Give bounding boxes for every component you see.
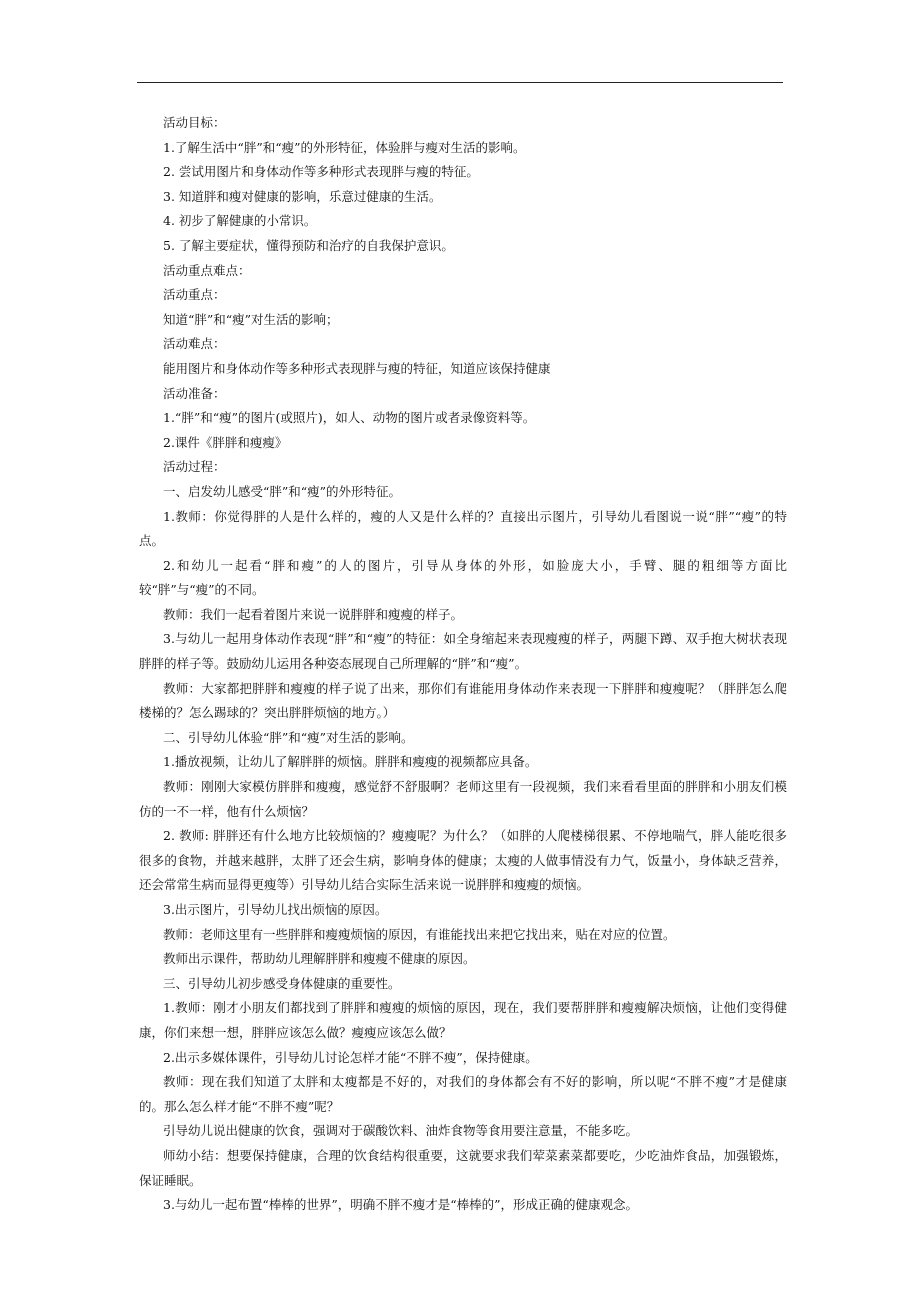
section-3-summary: 师幼小结：想要保持健康，合理的饮食结构很重要，这就要求我们荤菜素菜都要吃，少吃油炸食品，加强锻炼，保证睡眠。 xyxy=(139,1147,787,1188)
section-3-step-1: 1.教师：刚才小朋友们都找到了胖胖和瘦瘦的烦恼的原因，现在，我们要帮胖胖和瘦瘦解决烦恼，让他们变得健康，你们来想一想，胖胖应该怎么做？瘦瘦应该怎么做？ xyxy=(139,1000,787,1040)
section-1-step-3: 3.与幼儿一起用身体动作表现“胖”和“瘦”的特征：如全身缩起来表现瘦瘦的样子，两腿下蹲、双手抱大树状表现胖胖的样子等。鼓励幼儿运用各种姿态展现自己所理解的“胖”和“瘦”。 xyxy=(139,631,787,672)
heading-process: 活动过程： xyxy=(163,459,226,475)
section-3-guide: 引导幼儿说出健康的饮食，强调对于碳酸饮料、油炸食物等食用要注意量，不能多吃。 xyxy=(163,1123,639,1139)
heading-objectives: 活动目标： xyxy=(163,115,226,130)
objective-5: 5. 了解主要症状，懂得预防和治疗的自我保护意识。 xyxy=(163,237,454,253)
objective-1: 1.了解生活中“胖”和“瘦”的外形特征，体验胖与瘦对生活的影响。 xyxy=(163,139,526,155)
heading-focus: 活动重点： xyxy=(163,287,226,303)
preparation-1: 1.“胖”和“瘦”的图片(或照片)，如人、动物的图片或者录像资料等。 xyxy=(163,410,536,426)
section-2-step-1: 1.播放视频，让幼儿了解胖胖的烦恼。胖胖和瘦瘦的视频都应具备。 xyxy=(163,754,538,770)
section-2-teacher-1: 教师：刚刚大家模仿胖胖和瘦瘦，感觉舒不舒服啊？老师这里有一段视频，我们来看看里面的胖胖和小朋友们模仿的一不一样，他有什么烦恼？ xyxy=(139,779,787,819)
section-3-title: 三、引导幼儿初步感受身体健康的重要性。 xyxy=(163,975,401,991)
header-rule xyxy=(137,82,783,83)
focus-text: 知道“胖”和“瘦”对生活的影响； xyxy=(163,311,339,327)
section-1-teacher-1: 教师：我们一起看着图片来说一说胖胖和瘦瘦的样子。 xyxy=(163,606,464,622)
objective-2: 2. 尝试用图片和身体动作等多种形式表现胖与瘦的特征。 xyxy=(163,164,479,180)
section-3-step-3: 3.与幼儿一起布置“棒棒的世界”，明确不胖不瘦才是“棒棒的”，形成正确的健康观念。 xyxy=(163,1197,638,1213)
document-body xyxy=(139,111,787,1218)
preparation-2: 2.课件《胖胖和瘦瘦》 xyxy=(163,434,288,450)
section-3-step-2: 2.出示多媒体课件，引导幼儿讨论怎样才能“不胖不瘦”，保持健康。 xyxy=(163,1049,538,1065)
section-1-step-1: 1.教师：你觉得胖的人是什么样的，瘦的人又是什么样的？直接出示图片，引导幼儿看图说一说“胖”“瘦”的特点。 xyxy=(139,508,787,549)
heading-key-points: 活动重点难点： xyxy=(163,262,251,278)
section-1-title: 一、启发幼儿感受“胖”和“瘦”的外形特征。 xyxy=(163,483,402,499)
objective-4: 4. 初步了解健康的小常识。 xyxy=(163,213,317,229)
difficulty-text: 能用图片和身体动作等多种形式表现胖与瘦的特征，知道应该保持健康 xyxy=(163,360,551,376)
heading-difficulty: 活动难点： xyxy=(163,336,226,352)
section-1-teacher-2: 教师：大家都把胖胖和瘦瘦的样子说了出来，那你们有谁能用身体动作来表现一下胖胖和瘦瘦呢？（胖胖怎么爬楼梯的？怎么踢球的？突出胖胖烦恼的地方。） xyxy=(139,680,787,721)
section-3-teacher-1: 教师：现在我们知道了太胖和太瘦都是不好的，对我们的身体都会有不好的影响，所以呢“不胖不瘦”才是健康的。那么怎么样才能“不胖不瘦”呢？ xyxy=(139,1074,787,1114)
section-2-title: 二、引导幼儿体验“胖”和“瘦”对生活的影响。 xyxy=(163,729,414,745)
section-2-teacher-2: 教师：老师这里有一些胖胖和瘦瘦烦恼的原因，有谁能找出来把它找出来，贴在对应的位置。 xyxy=(163,926,676,942)
section-1-step-2: 2.和幼儿一起看“胖和瘦”的人的图片，引导从身体的外形，如脸庞大小，手臂、腿的粗细等方面比较“胖”与“瘦”的不同。 xyxy=(139,557,787,598)
section-2-step-3: 3.出示图片，引导幼儿找出烦恼的原因。 xyxy=(163,902,388,917)
section-2-teacher-3: 教师出示课件，帮助幼儿理解胖胖和瘦瘦不健康的原因。 xyxy=(163,951,476,967)
objective-3: 3. 知道胖和瘦对健康的影响，乐意过健康的生活。 xyxy=(163,188,442,204)
section-2-step-2: 2. 教师: 胖胖还有什么地方比较烦恼的？瘦瘦呢？为什么？（如胖的人爬楼梯很累、不停地喘气，胖人能吃很多很多的食物，并越来越胖，太胖了还会生病，影响身体的健康；太瘦的人做事情没有力气，饭量小，身体缺乏营养，还会常常生病而显得更瘦等）引导幼儿结合实际生活来说一说胖胖和瘦瘦的烦恼。 xyxy=(139,828,787,893)
heading-preparation: 活动准备： xyxy=(163,385,226,401)
